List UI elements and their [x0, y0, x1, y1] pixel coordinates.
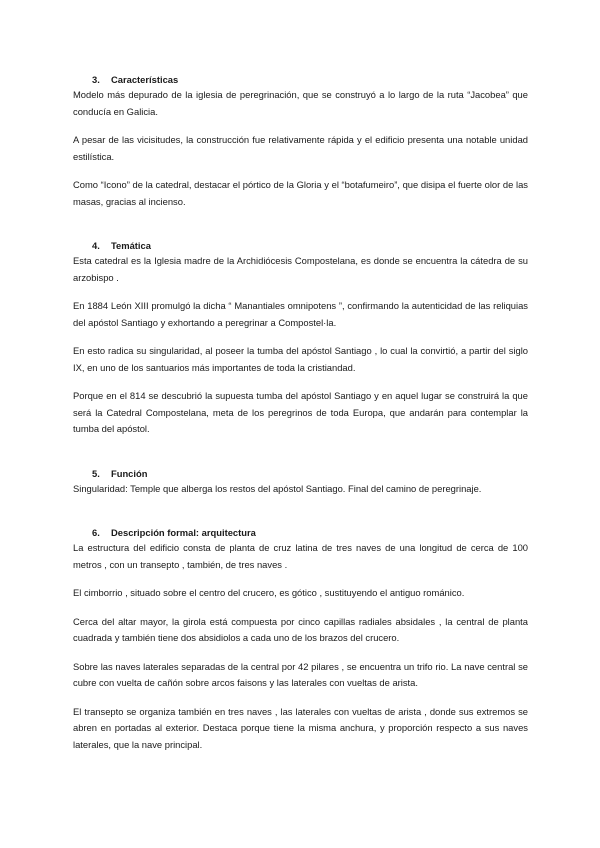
section-heading [73, 467, 528, 481]
paragraph: Cerca del altar mayor, la girola está compuesta por cinco capillas radiales absidales , la central de planta cuadrada y también tiene dos absidiolos a cada uno de los brazos del crucero. [73, 615, 528, 643]
section-title: Temática [111, 240, 151, 251]
paragraph: El transepto se organiza también en tres naves , las laterales con vueltas de arista , donde sus extremos se abren en portadas al exterior. Destaca porque tiene la misma anchura, y proporción respecto a sus naves laterales, que la nave principal. [73, 705, 528, 750]
section-descripcion-formal [73, 526, 528, 753]
section-number: 5. [92, 467, 100, 479]
section-caracteristicas [73, 73, 528, 210]
paragraph: Porque en el 814 se descubrió la supuesta tumba del apóstol Santiago y en aquel lugar se construirá la que será la Catedral Compostelana, meta de los peregrinos de toda Europa, que andarán para contemplar la tumba del apóstol. [73, 390, 528, 434]
document-content [73, 73, 528, 765]
paragraph: Modelo más depurado de la iglesia de peregrinación, que se construyó a lo largo de la ruta “Jacobea” que conducía en Galicia. [73, 89, 528, 117]
paragraph: Sobre las naves laterales separadas de la central por 42 pilares , se encuentra un trifo rio. La nave central se cubre con vuelta de cañón sobre arcos faisons y las laterales con vueltas de arista. [73, 660, 528, 688]
section-number: 6. [92, 527, 100, 538]
section-funcion [73, 467, 528, 498]
paragraph: En esto radica su singularidad, al poseer la tumba del apóstol Santiago , lo cual la convirtió, a partir del siglo IX, en uno de los santuarios más importantes de toda la cristiandad. [73, 345, 528, 373]
section-heading [73, 73, 528, 87]
section-tematica [73, 239, 528, 438]
paragraph: Singularidad: Temple que alberga los restos del apóstol Santiago. Final del camino de peregrinaje. [73, 482, 482, 494]
paragraph: A pesar de las vicisitudes, la construcción fue relativamente rápida y el edificio presenta una notable unidad estilística. [73, 134, 528, 162]
section-number: 3. [92, 74, 100, 85]
paragraph: La estructura del edificio consta de planta de cruz latina de tres naves de una longitud de cerca de 100 metros , con un transepto , también, de tres naves . [73, 542, 528, 570]
section-title: Función [111, 467, 148, 479]
section-title: Características [111, 74, 179, 85]
section-heading [73, 526, 528, 540]
paragraph: El cimborrio , situado sobre el centro del crucero, es gótico , sustituyendo el antiguo románico. [73, 587, 465, 598]
paragraph: En 1884 León XIII promulgó la dicha “ Manantiales omnipotens ”, confirmando la autenticidad de las reliquias del apóstol Santiago y exhortando a peregrinar a Compostel·la. [73, 300, 528, 328]
paragraph: Como “Icono” de la catedral, destacar el pórtico de la Gloria y el “botafumeiro”, que disipa el fuerte olor de las masas, gracias al incienso. [73, 179, 528, 207]
section-heading [73, 239, 528, 253]
section-number: 4. [92, 240, 100, 251]
section-title: Descripción formal: arquitectura [111, 527, 256, 538]
paragraph: Esta catedral es la Iglesia madre de la Archidiócesis Compostelana, es donde se encuentra la cátedra de su arzobispo . [73, 255, 528, 283]
